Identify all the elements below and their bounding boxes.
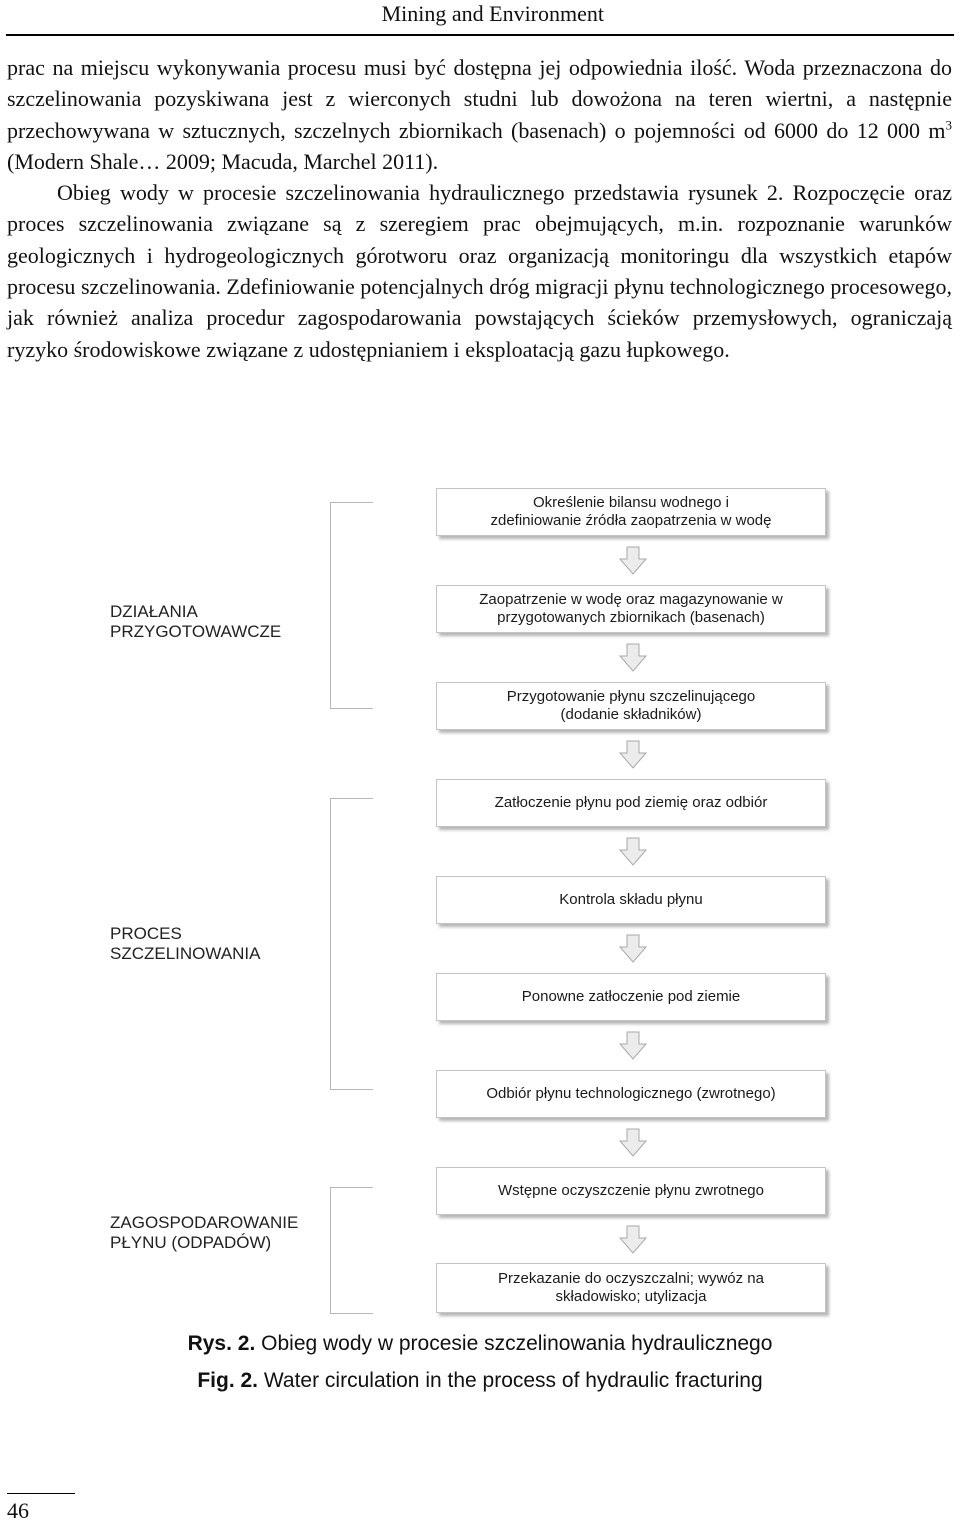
paragraph-1-tail: (Modern Shale… 2009; Macuda, Marchel 2011). — [7, 148, 439, 174]
figure-caption-en — [0, 1369, 960, 1393]
step-text: Zatłoczenie płynu pod ziemię oraz odbiór — [494, 794, 768, 811]
footer-rule — [7, 1493, 75, 1494]
step-text: zdefiniowanie źródła zaopatrzenia w wodę — [490, 512, 772, 529]
flow-step-2 — [436, 585, 826, 633]
flow-step-8 — [436, 1167, 826, 1215]
caption-label: Rys. 2. — [187, 1332, 256, 1355]
group-label-management — [110, 1213, 298, 1253]
paragraph-1-text: prac na miejscu wykonywania procesu musi być dostępna jej odpowiednia ilość. Woda przeznaczona do szczelinowania pozyskiwana jest z wierconych studni lub dowożona na teren wiertni, a następnie przechowywana w sztucznych, szczelnych zbiornikach (basenach) o pojemności od 6000 do 12 000 m — [7, 55, 952, 143]
step-text: Przygotowanie płynu szczelinującego — [506, 688, 756, 705]
down-arrow-icon — [618, 934, 648, 964]
down-arrow-icon — [618, 1225, 648, 1255]
header-rule — [6, 34, 954, 36]
down-arrow-icon — [618, 546, 648, 576]
bracket-process — [330, 798, 373, 1090]
flow-step-1 — [436, 488, 826, 536]
flow-step-5 — [436, 876, 826, 924]
group-label-line: DZIAŁANIA — [110, 602, 198, 621]
down-arrow-icon — [618, 1031, 648, 1061]
figure-caption-pl — [0, 1332, 960, 1356]
running-head — [0, 0, 960, 34]
group-label-line: SZCZELINOWANIA — [110, 944, 261, 963]
step-text: Ponowne zatłoczenie pod ziemie — [521, 988, 741, 1005]
down-arrow-icon — [618, 740, 648, 770]
group-label-line: PROCES — [110, 924, 182, 943]
superscript-3: 3 — [945, 117, 952, 133]
step-text: (dodanie składników) — [560, 706, 702, 723]
flow-step-6 — [436, 973, 826, 1021]
caption-text: Water circulation in the process of hydraulic fracturing — [263, 1369, 763, 1392]
down-arrow-icon — [618, 837, 648, 867]
paragraph-1 — [7, 52, 952, 177]
group-label-line: PRZYGOTOWAWCZE — [110, 622, 282, 641]
flow-step-7 — [436, 1070, 826, 1118]
group-label-line: PŁYNU (ODPADÓW) — [110, 1233, 272, 1252]
group-label-line: ZAGOSPODAROWANIE — [110, 1213, 299, 1232]
paragraph-2: Obieg wody w procesie szczelinowania hydraulicznego przedstawia rysunek 2. Rozpoczęcie oraz proces szczelinowania związane są z szeregiem prac obejmujących, m.in. rozpoznanie warunków geologicznych i hydrogeologicznych górotworu oraz organizacją monitoringu dla wszystkich etapów procesu szczelinowania. Zdefiniowanie potencjalnych dróg migracji płynu technologicznego procesowego, jak również analiza procedur zagospodarowania powstających ścieków przemysłowych, ograniczają ryzyko środowiskowe związane z udostępnianiem i eksploatacją gazu łupkowego. — [7, 180, 952, 362]
step-text: przygotowanych zbiornikach (basenach) — [497, 609, 765, 626]
bracket-preparation — [330, 502, 373, 709]
flow-step-3 — [436, 682, 826, 730]
step-text: Zaopatrzenie w wodę oraz magazynowanie w — [479, 591, 783, 608]
down-arrow-icon — [618, 643, 648, 673]
body-text — [7, 52, 952, 365]
step-text: Odbiór płynu technologicznego (zwrotnego) — [486, 1085, 776, 1102]
page-number: 46 — [7, 1498, 29, 1523]
caption-text: Obieg wody w procesie szczelinowania hydraulicznego — [261, 1332, 773, 1355]
step-text: Wstępne oczyszczenie płynu zwrotnego — [498, 1182, 764, 1199]
step-text: Kontrola składu płynu — [559, 891, 703, 908]
group-label-process — [110, 924, 261, 964]
down-arrow-icon — [618, 1128, 648, 1158]
step-text: Przekazanie do oczyszczalni; wywóz na — [498, 1270, 764, 1287]
flow-step-4 — [436, 779, 826, 827]
group-label-preparation — [110, 602, 281, 642]
step-text: Określenie bilansu wodnego i — [533, 494, 729, 511]
bracket-management — [330, 1187, 373, 1314]
step-text: składowisko; utylizacja — [555, 1288, 707, 1305]
flow-step-9 — [436, 1263, 826, 1313]
running-title: Mining and Environment — [381, 1, 604, 26]
caption-label: Fig. 2. — [197, 1369, 259, 1392]
